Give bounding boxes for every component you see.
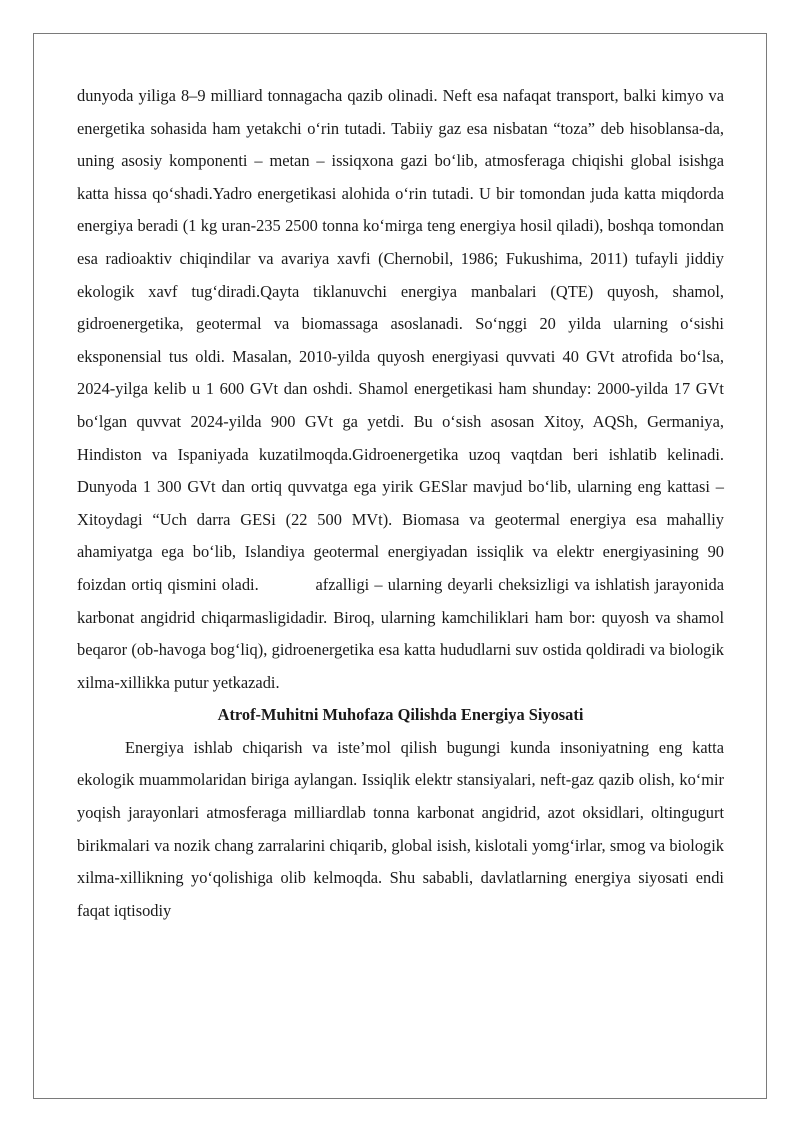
body-paragraph-energy-policy: Energiya ishlab chiqarish va iste’mol qilish bugungi kunda insoniyatning eng katta ekologik muammolaridan biriga aylangan. Issiqlik elektr stansiyalari, neft-gaz qazib olish, ko‘mir yoqish jarayonlari atmosferaga milliardlab tonna karbonat angidrid, azot oksidlari, oltingugurt birikmalari va nozik chang zarralarini chiqarib, global isish, kislotali yomg‘irlar, smog va biologik xilma-xillikning yo‘qolishiga olib kelmoqda. Shu sababli, davlatlarning energiya siyosati endi faqat iqtisodiy <box>77 737 724 920</box>
document-body <box>77 80 729 927</box>
body-paragraph-energy-sources: dunyoda yiliga 8–9 milliard tonnagacha qazib olinadi. Neft esa nafaqat transport, balki kimyo va energetika sohasida ham yetakchi o‘rin tutadi. Tabiiy gaz esa nisbatan “toza” deb hisoblansa-da, uning asosiy komponenti – metan – issiqxona gazi bo‘lib, atmosferaga chiqishi global isishga katta hissa qo‘shadi.Yadro energetikasi alohida o‘rin tutadi. U bir tomondan juda katta miqdorda energiya beradi (1 kg uran-235 2500 tonna ko‘mirga teng energiya hosil qiladi), boshqa tomondan esa radioaktiv chiqindilar va avariya xavfi (Chernobil, 1986; Fukushima, 2011) tufayli jiddiy ekologik xavf tug‘diradi.Qayta tiklanuvchi energiya manbalari (QTE) quyosh, shamol, gidroenergetika, geotermal va biomassaga asoslanadi. So‘nggi 20 yilda ularning o‘sishi eksponensial tus oldi. Masalan, 2010-yilda quyosh energiyasi quvvati 40 GVt atrofida bo‘lsa, 2024-yilga kelib u 1 600 GVt dan oshdi. Shamol energetikasi ham shunday: 2000-yilda 17 GVt bo‘lgan quvvat 2024-yilda 900 GVt ga yetdi. Bu o‘sish asosan Xitoy, AQSh, Germaniya, Hindiston va Ispaniyada kuzatilmoqda.Gidroenergetika uzoq vaqtdan beri ishlatib kelinadi. Dunyoda 1 300 GVt dan ortiq quvvatga ega yirik GESlar mavjud bo‘lib, ularning eng kattasi – Xitoydagi “Uch darra GESi (22 500 MVt). Biomasa va geotermal energiya esa mahalliy ahamiyatga ega bo‘lib, Islandiya geotermal energiyadan issiqlik va elektr energiyasining 90 foizdan ortiq qismini oladi. afzalligi – ularning deyarli cheksizligi va ishlatish jarayonida karbonat angidrid chiqarmasligidadir. Biroq, ularning kamchiliklari ham bor: quyosh va shamol beqaror (ob-havoga bog‘liq), gidroenergetika esa katta hududlarni suv ostida qoldiradi va biologik xilma-xillikka putur yetkazadi. <box>77 86 729 692</box>
section-heading: Atrof-Muhitni Muhofaza Qilishda Energiya Siyosati <box>217 705 584 725</box>
